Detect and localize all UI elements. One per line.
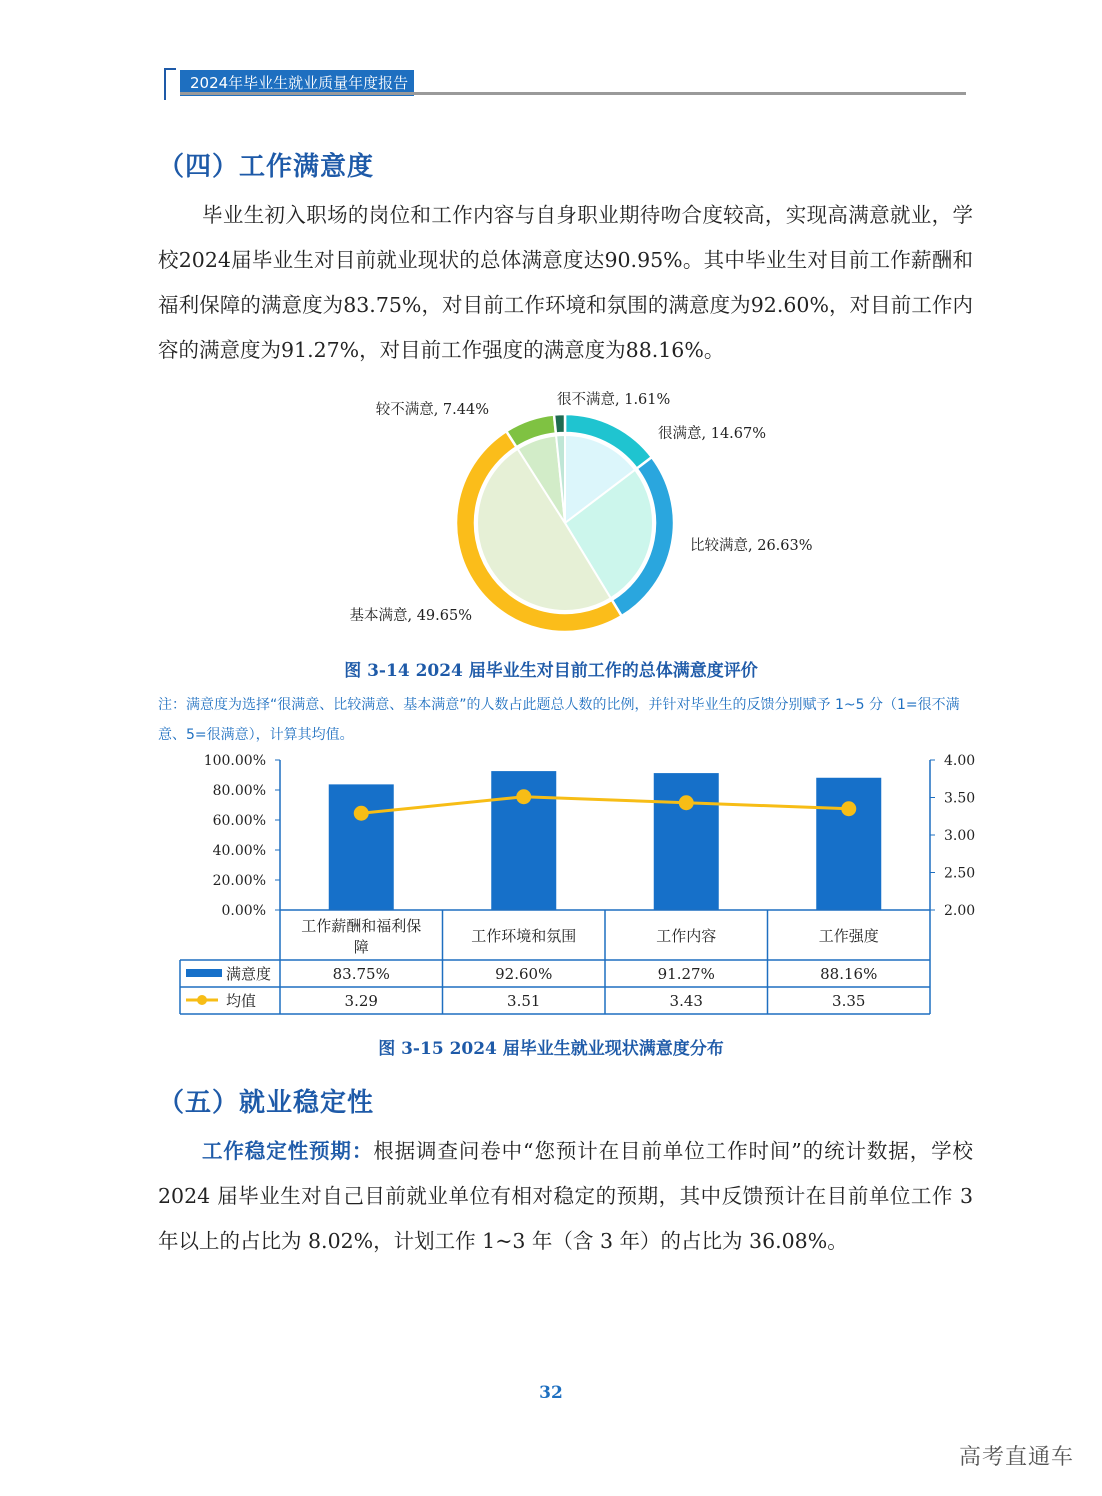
- bar: [816, 778, 881, 910]
- category-label: 工作内容: [656, 927, 717, 945]
- right-tick-label: 3.00: [944, 828, 976, 844]
- table-value: 3.35: [832, 992, 866, 1010]
- table-value: 91.27%: [657, 965, 715, 983]
- right-tick-label: 3.50: [944, 790, 976, 807]
- category-label: 工作薪酬和福利保: [301, 917, 422, 935]
- pie-slice: [554, 414, 565, 433]
- satisfaction-pie-chart: [0, 380, 1102, 645]
- left-tick-label: 40.00%: [212, 843, 266, 859]
- page-number: 32: [539, 1383, 563, 1403]
- left-tick-label: 100.00%: [203, 753, 266, 769]
- table-value: 88.16%: [820, 965, 878, 983]
- pie-slice-label: 较不满意, 7.44%: [375, 402, 489, 418]
- legend-line-marker: [197, 995, 207, 1005]
- pie-slice-label: 比较满意, 26.63%: [690, 538, 813, 554]
- legend-bar-label: 满意度: [226, 965, 272, 983]
- header-rule: [180, 92, 966, 95]
- legend-line-label: 均值: [226, 992, 257, 1010]
- satisfaction-bar-chart: [0, 745, 1102, 1025]
- figure-15-caption: 图 3-15 2024 届毕业生就业现状满意度分布: [378, 1039, 724, 1059]
- paragraph-text: 根据调查问卷中“您预计在目前单位工作时间”的统计数据，学校 2024 届毕业生对自己目前就业单位有相对稳定的预期，其中反馈预计在目前单位工作 3 年以上的占比为 8.02%，计划工作 1~3 年（含 3 年）的占比为 36.08%。: [158, 1139, 973, 1253]
- right-tick-label: 2.00: [944, 903, 976, 919]
- header-corner: [164, 68, 176, 100]
- pie-slice-label: 很满意, 14.67%: [658, 426, 767, 442]
- section-heading-5: （五）就业稳定性: [158, 1088, 375, 1118]
- stability-lead: 工作稳定性预期：: [202, 1139, 374, 1163]
- figure-14-caption: 图 3-14 2024 届毕业生对目前工作的总体满意度评价: [344, 661, 758, 681]
- right-tick-label: 4.00: [944, 753, 976, 769]
- figure-14-note: 注：满意度为选择“很满意、比较满意、基本满意”的人数占此题总人数的比例，并针对毕业生的反馈分别赋予 1~5 分（1=很不满意、5=很满意），计算其均值。: [158, 697, 960, 743]
- section-5-paragraph: [158, 1129, 973, 1264]
- table-value: 3.29: [344, 992, 378, 1010]
- pie-inner-slices: [477, 435, 653, 611]
- watermark: 高考直通车: [958, 1445, 1074, 1470]
- left-tick-label: 0.00%: [221, 903, 266, 919]
- mean-point: [354, 806, 369, 821]
- category-label: 工作环境和氛围: [471, 927, 577, 945]
- mean-point: [679, 795, 694, 810]
- table-value: 92.60%: [495, 965, 553, 983]
- category-label: 工作强度: [818, 927, 879, 945]
- table-value: 83.75%: [332, 965, 390, 983]
- left-tick-label: 60.00%: [212, 813, 266, 829]
- category-label: 障: [353, 938, 369, 956]
- table-value: 3.43: [669, 992, 703, 1010]
- bar: [654, 773, 719, 910]
- right-tick-label: 2.50: [944, 865, 976, 882]
- mean-point: [516, 789, 531, 804]
- table-value: 3.51: [507, 992, 541, 1010]
- left-tick-label: 80.00%: [212, 783, 266, 799]
- mean-line: [361, 797, 849, 814]
- section-4-paragraph: [158, 193, 973, 373]
- legend-bar-swatch: [186, 969, 222, 977]
- bar: [329, 784, 394, 910]
- mean-point: [841, 801, 856, 816]
- left-tick-label: 20.00%: [212, 873, 266, 889]
- paragraph-text: 毕业生初入职场的岗位和工作内容与自身职业期待吻合度较高，实现高满意就业，学校2024届毕业生对目前就业现状的总体满意度达90.95%。其中毕业生对目前工作薪酬和福利保障的满意度为83.75%，对目前工作环境和氛围的满意度为92.60%，对目前工作内容的满意度为91.27%，对目前工作强度的满意度为88.16%。: [158, 203, 973, 362]
- section-heading-4: （四）工作满意度: [158, 152, 375, 182]
- header-title: 2024年毕业生就业质量年度报告: [180, 70, 414, 96]
- pie-slice-label: 基本满意, 49.65%: [349, 608, 472, 624]
- pie-slice-label: 很不满意, 1.61%: [557, 392, 671, 408]
